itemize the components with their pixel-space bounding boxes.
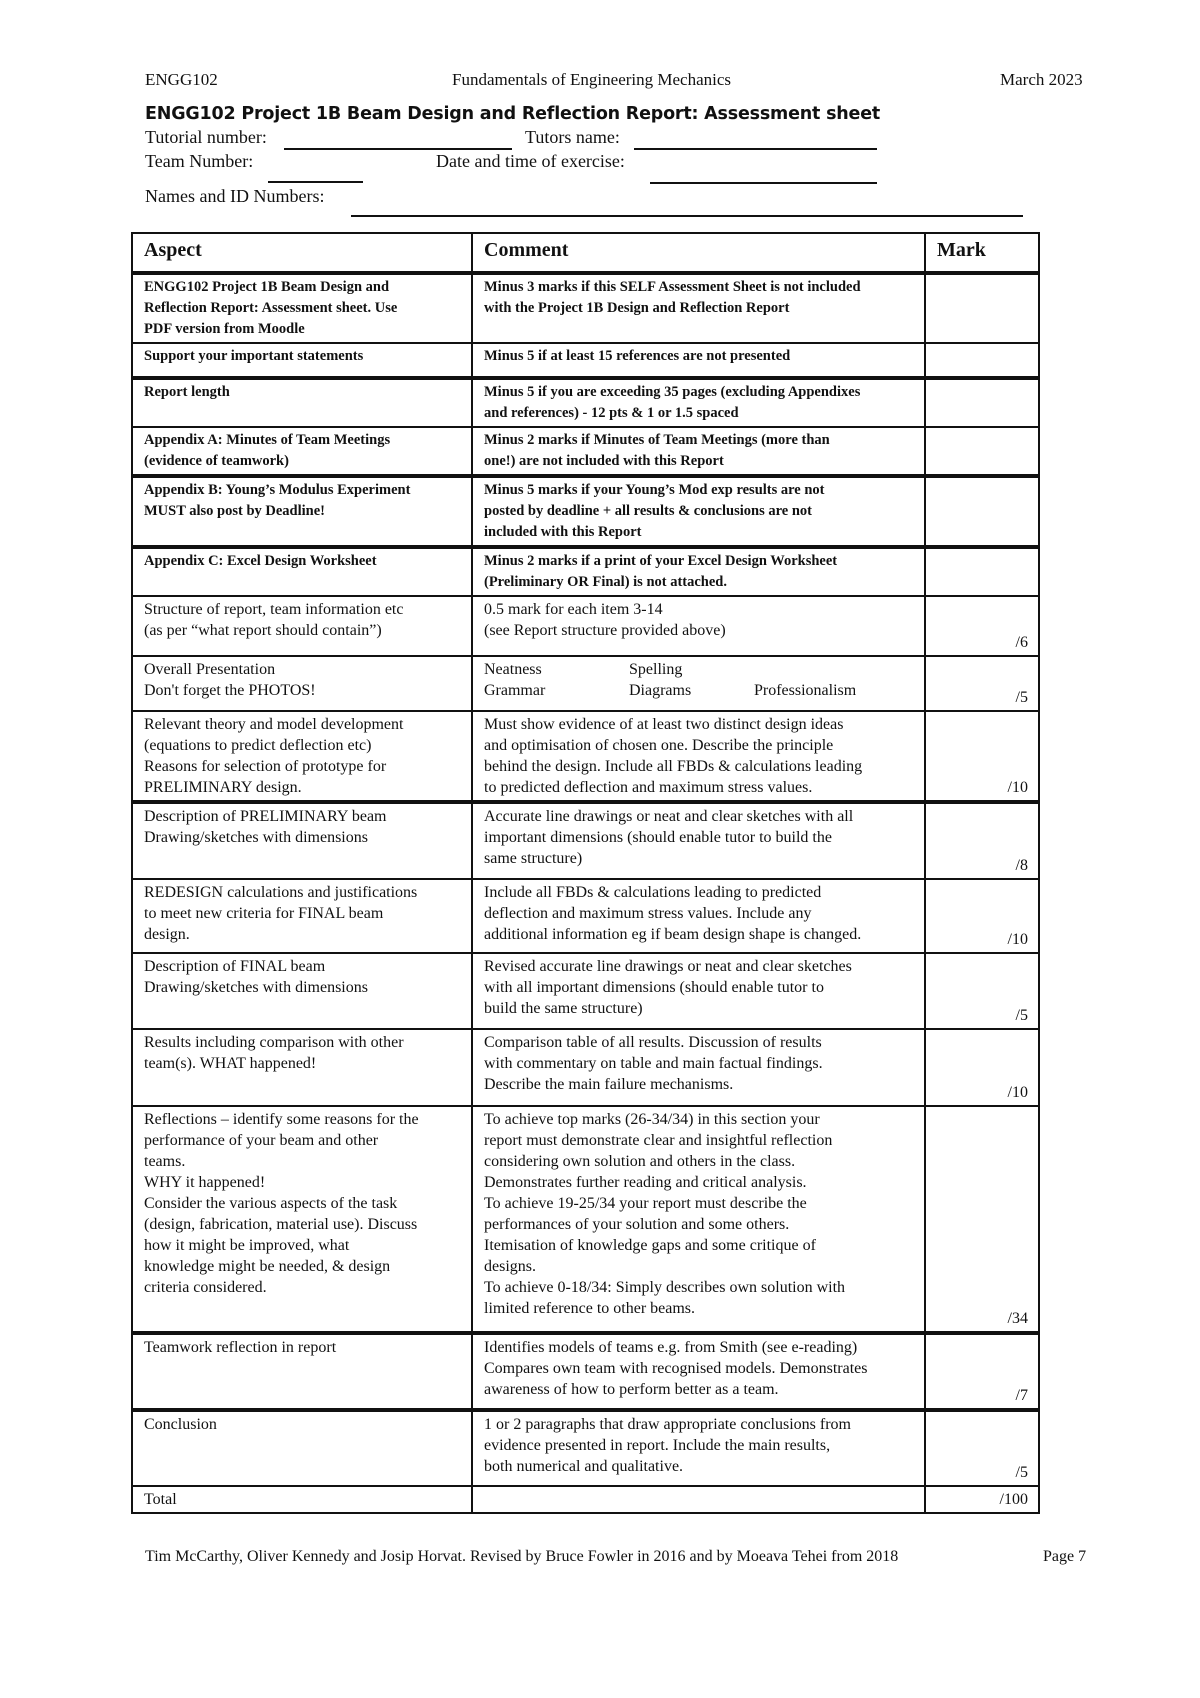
document-title: ENGG102 Project 1B Beam Design and Reflection Report: Assessment sheet xyxy=(145,104,881,124)
table-row xyxy=(132,1029,1039,1106)
comment-line: Minus 5 if at least 15 references are not presented xyxy=(484,348,791,364)
table-row xyxy=(132,1410,1039,1486)
aspect-cell xyxy=(132,273,472,343)
aspect-line: Consider the various aspects of the task xyxy=(144,1195,398,1212)
aspect-line: REDESIGN calculations and justifications xyxy=(144,884,418,901)
comment-line: to predicted deflection and maximum stress values. xyxy=(484,779,813,796)
aspect-line: WHY it happened! xyxy=(144,1174,266,1191)
aspect-line: Appendix B: Young’s Modulus Experiment xyxy=(144,482,411,498)
comment-line: Describe the main failure mechanisms. xyxy=(484,1076,734,1093)
comment-line: with the Project 1B Design and Reflection Report xyxy=(484,300,790,316)
comment-cell xyxy=(472,596,925,656)
comment-cell xyxy=(472,273,925,343)
aspect-line: Drawing/sketches with dimensions xyxy=(144,979,368,996)
mark-cell[interactable]: /6 xyxy=(925,596,1039,656)
aspect-line: (equations to predict deflection etc) xyxy=(144,737,372,754)
comment-line: 0.5 mark for each item 3-14 xyxy=(484,601,663,618)
names-ids-field[interactable] xyxy=(351,215,1023,217)
table-row xyxy=(132,378,1039,427)
aspect-line: Reflections – identify some reasons for the xyxy=(144,1111,419,1128)
comment-line: build the same structure) xyxy=(484,1000,643,1017)
aspect-line: Structure of report, team information etc xyxy=(144,601,404,618)
aspect-line: Reasons for selection of prototype for xyxy=(144,758,387,775)
comment-line: posted by deadline + all results & conclusions are not xyxy=(484,503,812,519)
comment-line: performances of your solution and some others. xyxy=(484,1216,790,1233)
comment-line: Comparison table of all results. Discussion of results xyxy=(484,1034,822,1051)
comment-line: important dimensions (should enable tutor to build the xyxy=(484,829,832,846)
table-row xyxy=(132,476,1039,547)
comment-line: and references) - 12 pts & 1 or 1.5 spaced xyxy=(484,405,739,421)
comment-grid-item: Diagrams xyxy=(629,682,692,699)
mark-cell[interactable]: /5 xyxy=(925,656,1039,711)
aspect-cell xyxy=(132,378,472,427)
comment-line: Itemisation of knowledge gaps and some critique of xyxy=(484,1237,816,1254)
aspect-line: Total xyxy=(144,1491,177,1508)
aspect-line: Teamwork reflection in report xyxy=(144,1339,337,1356)
comment-line: designs. xyxy=(484,1258,536,1275)
mark-cell[interactable] xyxy=(925,427,1039,476)
mark-cell[interactable] xyxy=(925,547,1039,596)
table-row xyxy=(132,596,1039,656)
comment-line: evidence presented in report. Include the main results, xyxy=(484,1437,831,1454)
aspect-line: Results including comparison with other xyxy=(144,1034,404,1051)
comment-cell xyxy=(472,953,925,1029)
comment-line: To achieve 19-25/34 your report must describe the xyxy=(484,1195,807,1212)
comment-line: (see Report structure provided above) xyxy=(484,622,726,639)
table-row xyxy=(132,802,1039,879)
comment-cell xyxy=(472,343,925,378)
table-row xyxy=(132,1106,1039,1333)
aspect-line: Conclusion xyxy=(144,1416,217,1433)
aspect-line: how it might be improved, what xyxy=(144,1237,350,1254)
mark-cell[interactable]: /34 xyxy=(925,1106,1039,1333)
comment-line: To achieve 0-18/34: Simply describes own solution with xyxy=(484,1279,846,1296)
footer-credits: Tim McCarthy, Oliver Kennedy and Josip Horvat. Revised by Bruce Fowler in 2016 and by Moeava Tehei from 2018 xyxy=(145,1548,899,1565)
comment-line: Identifies models of teams e.g. from Smith (see e-reading) xyxy=(484,1339,858,1356)
comment-line: Minus 3 marks if this SELF Assessment Sheet is not included xyxy=(484,279,861,295)
comment-cell xyxy=(472,879,925,953)
team-number-label: Team Number: xyxy=(145,151,254,171)
aspect-cell xyxy=(132,1486,472,1513)
comment-grid-line xyxy=(484,680,914,701)
comment-cell xyxy=(472,1410,925,1486)
aspect-line: team(s). WHAT happened! xyxy=(144,1055,317,1072)
course-code: ENGG102 xyxy=(145,70,218,89)
comment-line: Minus 5 if you are exceeding 35 pages (excluding Appendixes xyxy=(484,384,861,400)
table-row xyxy=(132,1486,1039,1513)
aspect-cell xyxy=(132,711,472,802)
table-row xyxy=(132,273,1039,343)
table-header-row xyxy=(132,233,1039,273)
header-date: March 2023 xyxy=(1000,70,1083,89)
names-ids-label: Names and ID Numbers: xyxy=(145,186,325,206)
date-time-label: Date and time of exercise: xyxy=(436,151,625,171)
aspect-cell xyxy=(132,343,472,378)
comment-line: and optimisation of chosen one. Describe the principle xyxy=(484,737,834,754)
table-row xyxy=(132,656,1039,711)
aspect-cell xyxy=(132,1029,472,1106)
aspect-line: design. xyxy=(144,926,190,943)
comment-grid-item: Neatness xyxy=(484,661,542,678)
aspect-line: Description of FINAL beam xyxy=(144,958,326,975)
comment-line: with commentary on table and main factual findings. xyxy=(484,1055,823,1072)
comment-line: with all important dimensions (should enable tutor to xyxy=(484,979,824,996)
aspect-cell xyxy=(132,427,472,476)
comment-line: Minus 2 marks if a print of your Excel Design Worksheet xyxy=(484,553,838,569)
comment-line: both numerical and qualitative. xyxy=(484,1458,684,1475)
comment-grid-item: Professionalism xyxy=(754,682,857,699)
aspect-line: Reflection Report: Assessment sheet. Use xyxy=(144,300,398,316)
aspect-cell xyxy=(132,547,472,596)
comment-line: To achieve top marks (26-34/34) in this section your xyxy=(484,1111,820,1128)
mark-cell[interactable] xyxy=(925,343,1039,378)
date-time-field[interactable] xyxy=(650,182,877,184)
aspect-line: performance of your beam and other xyxy=(144,1132,379,1149)
aspect-cell xyxy=(132,802,472,879)
comment-grid-item: Grammar xyxy=(484,682,546,699)
aspect-line: Drawing/sketches with dimensions xyxy=(144,829,368,846)
aspect-line: Support your important statements xyxy=(144,348,364,364)
tutorial-number-field[interactable] xyxy=(284,148,512,150)
aspect-line: PDF version from Moodle xyxy=(144,321,305,337)
aspect-line: criteria considered. xyxy=(144,1279,267,1296)
column-header-aspect: Aspect xyxy=(132,233,472,273)
aspect-line: (design, fabrication, material use). Discuss xyxy=(144,1216,418,1233)
comment-cell xyxy=(472,1486,925,1513)
comment-cell xyxy=(472,378,925,427)
comment-cell xyxy=(472,1106,925,1333)
aspect-line: Relevant theory and model development xyxy=(144,716,404,733)
aspect-cell xyxy=(132,476,472,547)
comment-grid-item xyxy=(754,659,914,680)
aspect-line: Don't forget the PHOTOS! xyxy=(144,682,316,699)
mark-cell[interactable]: /10 xyxy=(925,711,1039,802)
comment-line: considering own solution and others in the class. xyxy=(484,1153,796,1170)
assessment-table xyxy=(131,232,1040,1514)
aspect-cell xyxy=(132,953,472,1029)
aspect-cell xyxy=(132,879,472,953)
comment-cell xyxy=(472,656,925,711)
comment-line: Include all FBDs & calculations leading to predicted xyxy=(484,884,822,901)
mark-cell[interactable]: /8 xyxy=(925,802,1039,879)
subject-name: Fundamentals of Engineering Mechanics xyxy=(452,70,732,89)
aspect-line: Overall Presentation xyxy=(144,661,276,678)
aspect-line: (evidence of teamwork) xyxy=(144,453,289,469)
tutors-name-label: Tutors name: xyxy=(525,127,620,147)
aspect-cell xyxy=(132,1333,472,1410)
comment-cell xyxy=(472,547,925,596)
comment-cell xyxy=(472,427,925,476)
mark-cell[interactable]: /5 xyxy=(925,953,1039,1029)
table-row xyxy=(132,427,1039,476)
aspect-line: teams. xyxy=(144,1153,186,1170)
comment-line: (Preliminary OR Final) is not attached. xyxy=(484,574,727,590)
column-header-mark: Mark xyxy=(925,233,1039,273)
comment-line: Accurate line drawings or neat and clear sketches with all xyxy=(484,808,854,825)
comment-line: one!) are not included with this Report xyxy=(484,453,724,469)
mark-cell[interactable]: /10 xyxy=(925,879,1039,953)
comment-line: Revised accurate line drawings or neat and clear sketches xyxy=(484,958,852,975)
table-row xyxy=(132,547,1039,596)
table-row xyxy=(132,343,1039,378)
aspect-cell xyxy=(132,1410,472,1486)
tutorial-number-label: Tutorial number: xyxy=(145,127,267,147)
aspect-line: Appendix C: Excel Design Worksheet xyxy=(144,553,377,569)
aspect-line: Report length xyxy=(144,384,230,400)
mark-cell[interactable] xyxy=(925,273,1039,343)
comment-line: behind the design. Include all FBDs & calculations leading xyxy=(484,758,863,775)
aspect-line: Description of PRELIMINARY beam xyxy=(144,808,387,825)
comment-line: included with this Report xyxy=(484,524,642,540)
comment-line: 1 or 2 paragraphs that draw appropriate conclusions from xyxy=(484,1416,851,1433)
table-row xyxy=(132,1333,1039,1410)
comment-line: additional information eg if beam design shape is changed. xyxy=(484,926,862,943)
aspect-cell xyxy=(132,656,472,711)
aspect-line: (as per “what report should contain”) xyxy=(144,622,382,639)
aspect-line: Appendix A: Minutes of Team Meetings xyxy=(144,432,391,448)
comment-cell xyxy=(472,802,925,879)
page-number: Page 7 xyxy=(1043,1548,1087,1565)
comment-cell xyxy=(472,1333,925,1410)
aspect-line: PRELIMINARY design. xyxy=(144,779,302,796)
comment-cell xyxy=(472,711,925,802)
team-number-field[interactable] xyxy=(268,181,363,183)
mark-cell[interactable]: /5 xyxy=(925,1410,1039,1486)
comment-line: Compares own team with recognised models. Demonstrates xyxy=(484,1360,868,1377)
comment-line: limited reference to other beams. xyxy=(484,1300,696,1317)
comment-cell xyxy=(472,476,925,547)
aspect-line: to meet new criteria for FINAL beam xyxy=(144,905,384,922)
mark-cell[interactable]: /7 xyxy=(925,1333,1039,1410)
table-row xyxy=(132,879,1039,953)
column-header-comment: Comment xyxy=(472,233,925,273)
comment-line: Must show evidence of at least two distinct design ideas xyxy=(484,716,844,733)
comment-line: awareness of how to perform better as a team. xyxy=(484,1381,779,1398)
comment-line: same structure) xyxy=(484,850,583,867)
table-row xyxy=(132,711,1039,802)
comment-cell xyxy=(472,1029,925,1106)
comment-line: Minus 5 marks if your Young’s Mod exp results are not xyxy=(484,482,825,498)
table-row xyxy=(132,953,1039,1029)
comment-line: deflection and maximum stress values. Include any xyxy=(484,905,812,922)
tutors-name-field[interactable] xyxy=(634,148,877,150)
comment-line: Demonstrates further reading and critical analysis. xyxy=(484,1174,807,1191)
comment-grid-item: Spelling xyxy=(629,661,683,678)
aspect-cell xyxy=(132,596,472,656)
aspect-cell xyxy=(132,1106,472,1333)
comment-grid-line xyxy=(484,659,914,680)
aspect-line: ENGG102 Project 1B Beam Design and xyxy=(144,279,390,295)
mark-cell[interactable] xyxy=(925,378,1039,427)
aspect-line: MUST also post by Deadline! xyxy=(144,503,326,519)
aspect-line: knowledge might be needed, & design xyxy=(144,1258,391,1275)
comment-line: report must demonstrate clear and insightful reflection xyxy=(484,1132,833,1149)
comment-line: Minus 2 marks if Minutes of Team Meetings (more than xyxy=(484,432,830,448)
mark-cell[interactable]: /100 xyxy=(925,1486,1039,1513)
mark-cell[interactable]: /10 xyxy=(925,1029,1039,1106)
mark-cell[interactable] xyxy=(925,476,1039,547)
